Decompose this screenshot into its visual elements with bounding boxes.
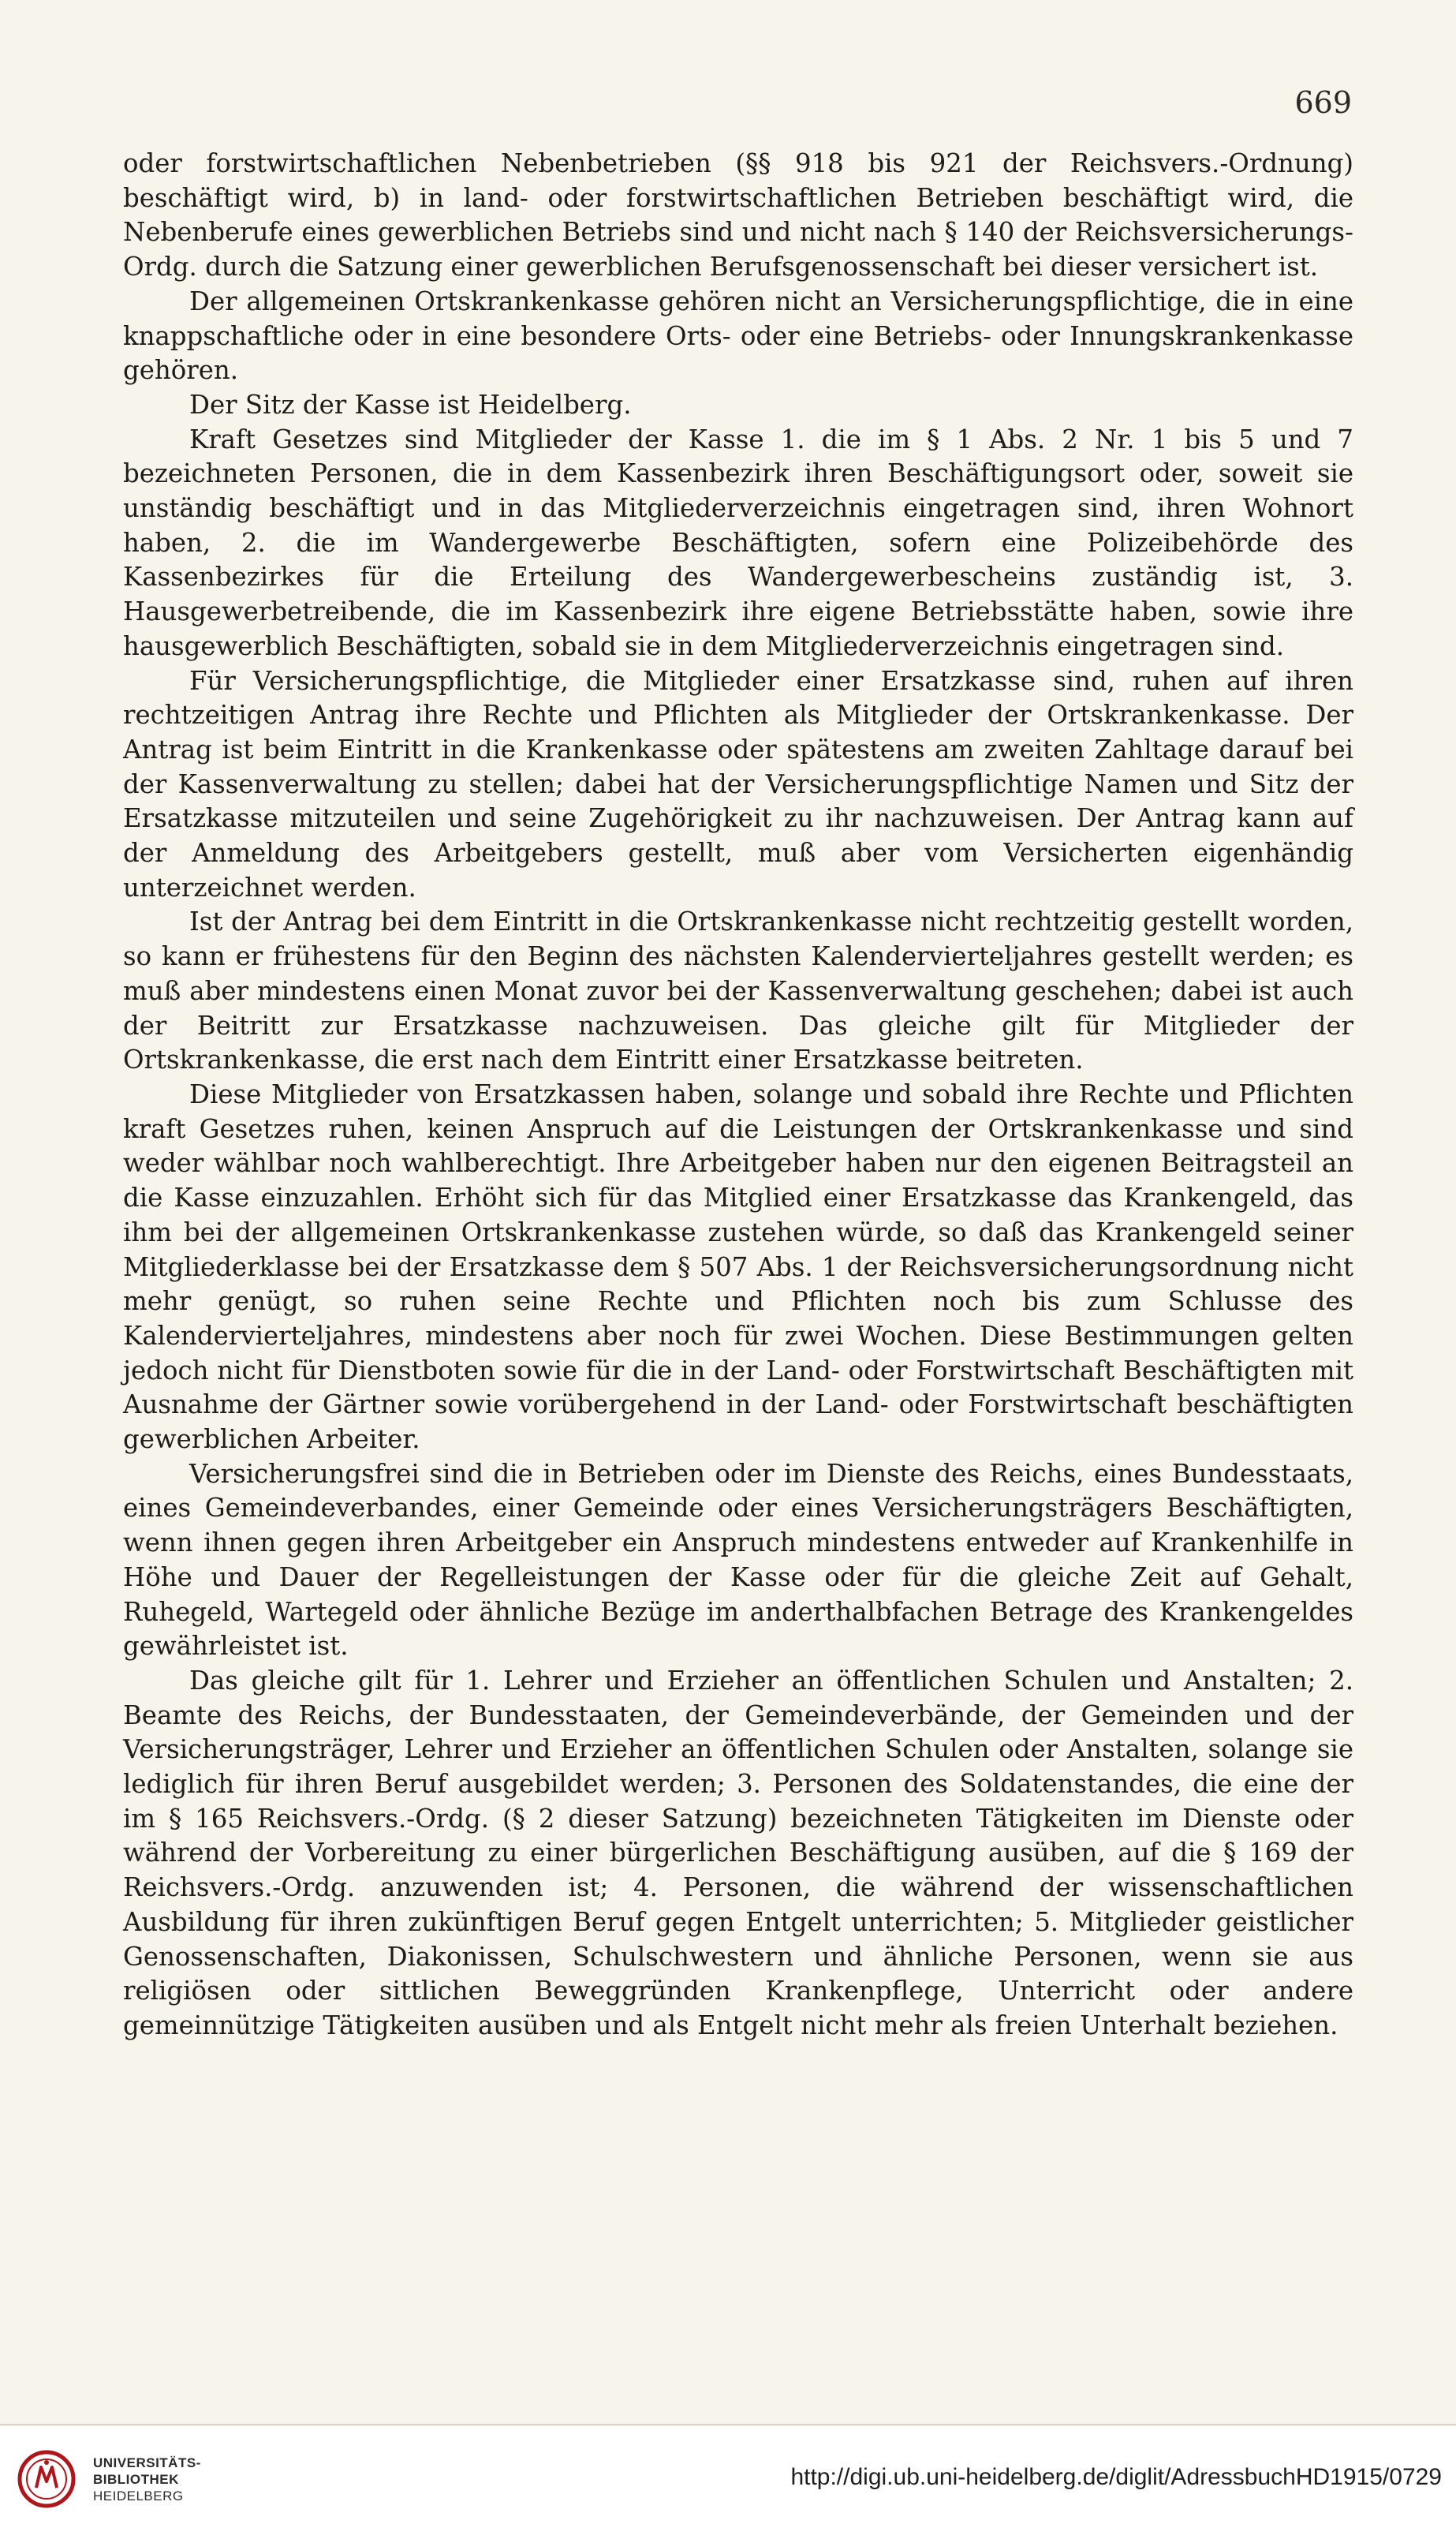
footer-bar bbox=[0, 2426, 1456, 2539]
paragraph: Der allgemeinen Ortskrankenkasse gehören nicht an Versicherungspflichtige, die in eine knappschaftliche oder in eine besondere Orts- oder eine Betriebs- oder Innungskrankenkasse gehören. bbox=[123, 286, 1353, 386]
library-logo[interactable] bbox=[17, 2450, 201, 2508]
paragraph: Das gleiche gilt für 1. Lehrer und Erzieher an öffentlichen Schulen und Anstalten; 2. Beamte des Reichs, der Bundesstaaten, der Gemeindeverbände, der Gemeinden und der Versicherungsträger, Lehrer und Erzieher an öffentlichen Schulen oder Anstalten, solange sie lediglich für ihren Beruf ausgebildet werden; 3. Personen des Soldatenstandes, die eine der im § 165 Reichsvers.-Ordg. (§ 2 dieser Satzung) bezeichneten Tätigkeiten im Dienste oder während der Vorbereitung zu einer bürgerlichen Beschäftigung ausüben, auf die § 169 der Reichsvers.-Ordg. anzuwenden ist; 4. Personen, die während der wissenschaftlichen Ausbildung für ihren zukünftigen Beruf gegen Entgelt unterrichten; 5. Mitglieder geistlicher Genossenschaften, Diakonissen, Schulschwestern und ähnliche Personen, wenn sie aus religiösen oder sittlichen Beweggründen Krankenpflege, Unterricht oder andere gemeinnützige Tätigkeiten ausüben und als Entgelt nicht mehr als freien Unterhalt beziehen. bbox=[123, 1665, 1353, 2040]
paragraph: oder forstwirtschaftlichen Nebenbetrieben (§§ 918 bis 921 der Reichsvers.-Ordnung) beschäftigt wird, b) in land- oder forstwirtschaftlichen Betrieben beschäftigt wird, die Nebenberufe eines gewerblichen Betriebs sind und nicht nach § 140 der Reichsversicherungs-Ordg. durch die Satzung einer gewerblichen Berufsgenossenschaft bei dieser versichert ist. bbox=[123, 148, 1353, 282]
document-body bbox=[123, 147, 1353, 2044]
paragraph: Kraft Gesetzes sind Mitglieder der Kasse 1. die im § 1 Abs. 2 Nr. 1 bis 5 und 7 bezeichneten Personen, die in dem Kassenbezirk ihren Beschäftigungsort oder, soweit sie unständig beschäftigt und in das Mitgliederverzeichnis eingetragen sind, ihren Wohnort haben, 2. die im Wandergewerbe Beschäftigten, sofern eine Polizeibehörde des Kassenbezirkes für die Erteilung des Wandergewerbescheins zuständig ist, 3. Hausgewerbetreibende, die im Kassenbezirk ihre eigene Betriebsstätte haben, sowie ihre hausgewerblich Beschäftigten, sobald sie in dem Mitgliederverzeichnis eingetragen sind. bbox=[123, 424, 1353, 661]
logo-line: HEIDELBERG bbox=[93, 2488, 184, 2503]
source-url-link[interactable]: http://digi.ub.uni-heidelberg.de/diglit/AdressbuchHD1915/0729 bbox=[790, 2464, 1442, 2490]
paragraph: Versicherungsfrei sind die in Betrieben oder im Dienste des Reichs, eines Bundesstaats, eines Gemeindeverbandes, einer Gemeinde oder eines Versicherungsträgers Beschäftigten, wenn ihnen gegen ihren Arbeitgeber ein Anspruch mindestens entweder auf Krankenhilfe in Höhe und Dauer der Regelleistungen der Kasse oder für die gleiche Zeit auf Gehalt, Ruhegeld, Wartegeld oder ähnliche Bezüge im anderthalbfachen Betrage des Krankengeldes gewährleistet ist. bbox=[123, 1458, 1353, 1662]
logo-line: BIBLIOTHEK bbox=[93, 2471, 179, 2487]
page-number: 669 bbox=[1294, 85, 1352, 120]
footer-divider bbox=[0, 2424, 1456, 2425]
paragraph: Ist der Antrag bei dem Eintritt in die Ortskrankenkasse nicht rechtzeitig gestellt worden, so kann er frühestens für den Beginn des nächsten Kalendervierteljahres gestellt werden; es muß aber mindestens einen Monat zuvor bei der Kassenverwaltung geschehen; dabei ist auch der Beitritt zur Ersatzkasse nachzuweisen. Das gleiche gilt für Mitglieder der Ortskrankenkasse, die erst nach dem Eintritt einer Ersatzkasse beitreten. bbox=[123, 907, 1353, 1075]
paragraph: Der Sitz der Kasse ist Heidelberg. bbox=[189, 389, 632, 420]
paragraph: Für Versicherungspflichtige, die Mitglieder einer Ersatzkasse sind, ruhen auf ihren rechtzeitigen Antrag ihre Rechte und Pflichten als Mitglieder der Ortskrankenkasse. Der Antrag ist beim Eintritt in die Krankenkasse oder spätestens am zweiten Zahltage darauf bei der Kassenverwaltung zu stellen; dabei hat der Versicherungspflichtige Namen und Sitz der Ersatzkasse mitzuteilen und seine Zugehörigkeit zu ihr nachzuweisen. Der Antrag kann auf der Anmeldung des Arbeitgebers gestellt, muß aber vom Versicherten eigenhändig unterzeichnet werden. bbox=[123, 665, 1353, 903]
university-library-seal-icon bbox=[17, 2450, 76, 2508]
logo-line: UNIVERSITÄTS- bbox=[93, 2455, 201, 2470]
paragraph: Diese Mitglieder von Ersatzkassen haben, solange und sobald ihre Rechte und Pflichten kraft Gesetzes ruhen, keinen Anspruch auf die Leistungen der Ortskrankenkasse und sind weder wählbar noch wahlberechtigt. Ihre Arbeitgeber haben nur den eigenen Beitragsteil an die Kasse einzuzahlen. Erhöht sich für das Mitglied einer Ersatzkasse das Krankengeld, das ihm bei der allgemeinen Ortskrankenkasse zustehen würde, so daß das Krankengeld seiner Mitgliederklasse bei der Ersatzkasse dem § 507 Abs. 1 der Reichsversicherungsordnung nicht mehr genügt, so ruhen seine Rechte und Pflichten noch bis zum Schlusse des Kalendervierteljahres, mindestens aber noch für zwei Wochen. Diese Bestimmungen gelten jedoch nicht für Dienstboten sowie für die in der Land- oder Forstwirtschaft Beschäftigten mit Ausnahme der Gärtner sowie vorübergehend in der Land- oder Forstwirtschaft beschäftigten gewerblichen Arbeiter. bbox=[123, 1079, 1353, 1455]
